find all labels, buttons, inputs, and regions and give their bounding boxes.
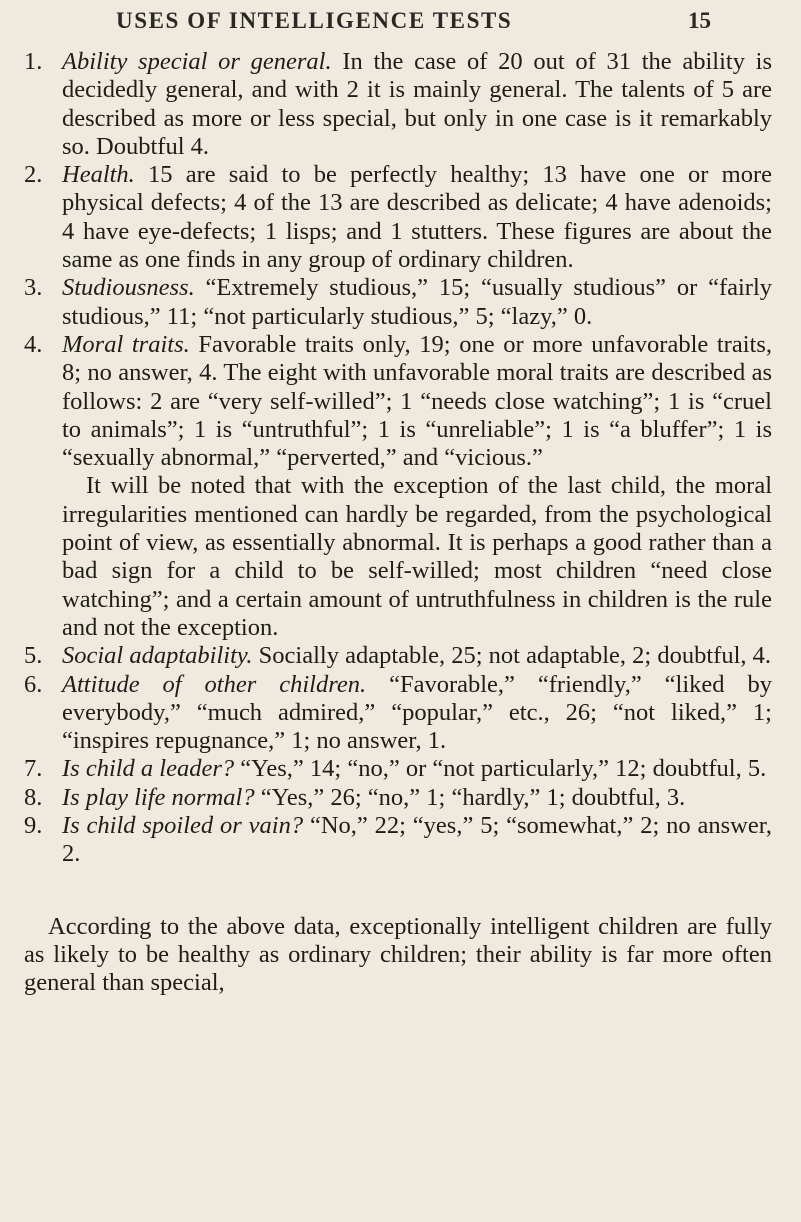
item-heading: Is child a leader? [62,755,235,783]
list-item-8 [24,784,772,812]
item-heading: Attitude of other children. [62,670,367,698]
list-item-7 [24,755,772,783]
item-number: 3. [24,274,43,302]
item-heading: Ability special or general. [62,48,332,75]
item-heading: Health. [62,161,135,189]
item-heading: Studiousness. [62,274,195,302]
item-number: 4. [24,330,43,358]
item-number: 2. [24,161,43,189]
body-text [24,48,772,998]
item-heading: Is play life normal? [62,783,255,811]
item-number: 6. [24,670,43,698]
item-text: “No,” 22; “yes,” 5; “somewhat,” 2; no answer, 2. [62,812,772,868]
item-text: In the case of 20 out of 31 the ability is decidedly general, and with 2 it is mainly general. The talents of 5 are described as more or less special, but only in one case is it remarkably so. Doubtful 4. [62,48,773,160]
list-item-6 [24,671,772,756]
item-heading: Moral traits. [62,330,190,358]
list-item-2 [24,161,772,274]
item-number: 9. [24,812,43,840]
running-title: USES OF INTELLIGENCE TESTS [116,8,513,33]
item-text: “Yes,” 26; “no,” 1; “hardly,” 1; doubtful, 3. [254,783,686,811]
item-text: “Extremely studious,” 15; “usually studious” or “fairly studious,” 11; “not particularly studious,” 5; “lazy,” 0. [62,274,772,330]
item-number: 7. [24,755,43,783]
running-head [0,6,801,42]
page-number: 15 [688,8,711,33]
item-number: 8. [24,783,43,811]
item-number: 5. [24,642,43,670]
item-number: 1. [24,48,43,75]
item-text: 15 are said to be perfectly healthy; 13 have one or more physical defects; 4 of the 13 are described as delicate; 4 have adenoids; 4 have eye-defects; 1 lisps; and 1 stutters. These figures are about the same as one finds in any group of ordinary children. [62,161,772,274]
item-text: “Favorable,” “friendly,” “liked by everybody,” “much admired,” “popular,” etc., 26; “not liked,” 1; “inspires repugnance,” 1; no answer, 1. [62,670,773,755]
list-item-9 [24,812,772,869]
list-item-5 [24,642,772,670]
item-heading: Social adaptability. [62,642,253,670]
list-item-1 [24,48,772,161]
list-item-4 [24,331,772,472]
conclusion-paragraph: According to the above data, exceptionally intelligent children are fully as likely to be healthy as ordinary children; their ability is far more often general than special, [24,912,772,997]
item-text: “Yes,” 14; “no,” or “not particularly,” 12; doubtful, 5. [234,755,767,783]
item-heading: Is child spoiled or vain? [62,812,304,840]
item-4-continuation: It will be noted that with the exception of the last child, the moral irregularities mentioned can hardly be regarded, from the psychological point of view, as essentially abnormal. It is perhaps a good rather than a bad sign for a child to be self-willed; most children “need close watching”; and a certain amount of untruthfulness in children is the rule and not the exception. [62,472,772,641]
list-item-3 [24,274,772,331]
item-text: Socially adaptable, 25; not adaptable, 2; doubtful, 4. [252,642,772,670]
item-text: Favorable traits only, 19; one or more unfavorable traits, 8; no answer, 4. The eight with unfavorable moral traits are described as follows: 2 are “very self-willed”; 1 “needs close watching”; 1 is “cruel to animals”; 1 is “untruthful”; 1 is “unreliable”; 1 is “a bluffer”; 1 is “sexually abnormal,” “perverted,” and “vicious.” [62,330,772,472]
